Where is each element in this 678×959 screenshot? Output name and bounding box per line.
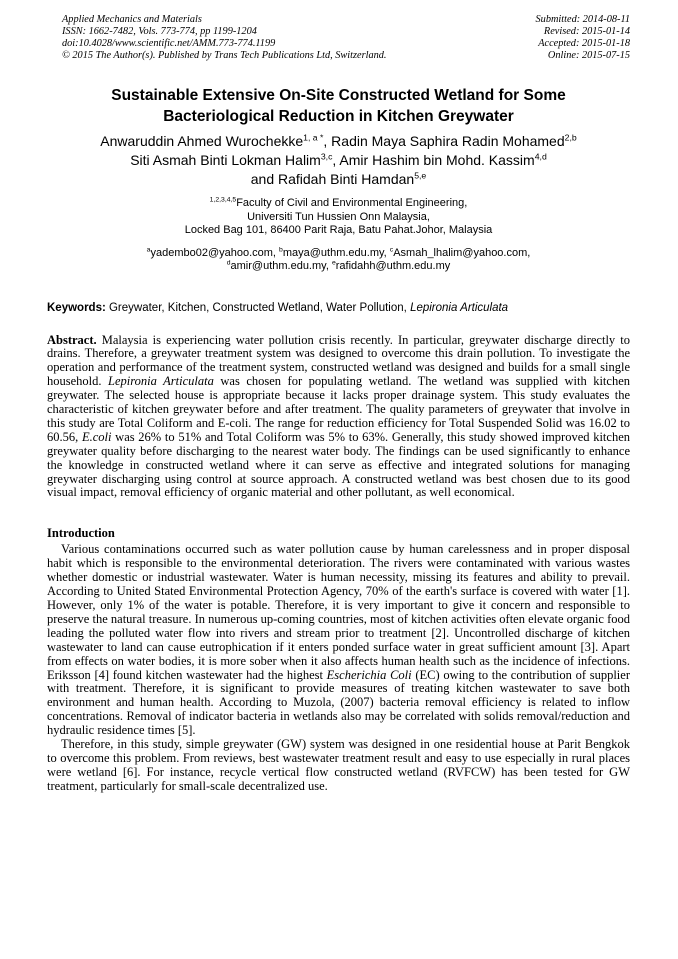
journal-info — [47, 14, 386, 62]
email-line-2: $^d$amir@uthm.edu.my, $^e$rafidahh@uthm.edu.my — [226, 259, 451, 272]
author-list — [47, 132, 630, 189]
submission-dates — [536, 14, 630, 62]
journal-issn-line: ISSN: 1662-7482, Vols. 773-774, pp 1199-1204 — [62, 26, 257, 37]
author-line-2: Siti Asmah Binti Lokman Halim$^{3,c}$, Amir Hashim bin Mohd. Kassim$^{4,d}$ — [130, 151, 547, 168]
journal-name: Applied Mechanics and Materials — [62, 14, 202, 25]
submitted-date: Submitted: 2014-08-11 — [535, 14, 630, 25]
introduction-paragraph-1: Various contaminations occurred such as water pollution cause by human carelessness and in proper disposal habit which is responsible to the environmental deterioration. The rivers were contaminated with various wastes whether domestic or industrial wastewater. Water is human necessity, missing its features and ability to prevail. According to United Stated Environmental Protection Agency, 70% of the earth's surface is covered with water [1]. However, only 1% of the water is potable. Therefore, it is very important to give it concern and responsible to preserve the natural treasure. In numerous up-coming countries, most of kitchen activities often elevate organic food leading the polluted water flow into rivers and stream prior to treatment [2]. Uncontrolled discharge of kitchen wastewater to land can cause eutrophication if it enters ponded surface water in great sufficient amount [3]. Apart from effects on water bodies, it is more sober when it also affects human health such as the incidence of infections. Eriksson [4] found kitchen wastewater had the highest Escherichia Coli (EC) owing to the contribution of supplier with treatment. Therefore, it is significant to provide measures of treating kitchen wastewater to save both environment and human health. According to Muzola, (2007) bacteria removal efficiency is related to inflow concentrations. Removal of indicator bacteria in wetlands also may be correlated with solids removal/reduction and hydraulic residence times [5]. — [47, 542, 630, 738]
keywords-line: Keywords: Greywater, Kitchen, Constructed Wetland, Water Pollution, Lepironia Articulata — [47, 301, 509, 314]
affiliation-line-3: Locked Bag 101, 86400 Parit Raja, Batu Pahat.Johor, Malaysia — [184, 224, 493, 236]
journal-copyright-line: © 2015 The Author(s). Published by Trans Tech Publications Ltd, Switzerland. — [62, 50, 387, 61]
journal-header — [47, 14, 630, 62]
author-line-3: and Rafidah Binti Hamdan$^{5,e}$ — [250, 170, 427, 187]
email-block — [47, 247, 630, 274]
author-line-1: Anwaruddin Ahmed Wurochekke$^{1, a *}$, Radin Maya Saphira Radin Mohamed$^{2,b}$ — [100, 132, 577, 149]
accepted-date: Accepted: 2015-01-18 — [538, 38, 630, 49]
abstract-paragraph: Abstract. Malaysia is experiencing water pollution crisis recently. In particular, greywater discharge directly to drains. Therefore, a greywater treatment system was designed to overcome this drain pollution. To investigate the operation and performance of the treatment system, constructed wetland was designed and builds for a small single household. Lepironia Articulata was chosen for populating wetland. The wetland was supplied with kitchen greywater. The selected house is appropriate because it lacks proper drainage system. This study evaluates the characteristic of kitchen greywater before and after treatment. The quality parameters of greywater that involve in this study are Total Coliform and E-coli. The range for reduction efficiency for Total Suspended Solid was 16.02 to 60.56, E.coli was 26% to 51% and Total Coliform was 5% to 63%. Generally, this study showed improved kitchen greywater quality before discharging to the nearest water body. The findings can be used significantly to enhance the knowledge in constructed wetland where it can serve as effective and integrated solutions for managing greywater discharging using control at source approach. A constructed wetland was best chosen due to its good visual impact, removal efficiency of organic material and other pollutant, as well economical. — [47, 332, 631, 500]
introduction-paragraph-2: Therefore, in this study, simple greywater (GW) system was designed in one residential house at Parit Bengkok to overcome this problem. From reviews, best wastewater treatment result and easy to use especially in rural places were wetland [6]. For instance, recycle vertical flow constructed wetland (RVFCW) has been tested for GW treatment, particularly for small-scale decentralized use. — [47, 737, 630, 793]
online-date: Online: 2015-07-15 — [547, 50, 630, 61]
affiliation-line-1: $^{1,2,3,4,5}$Faculty of Civil and Environmental Engineering, — [209, 196, 468, 209]
affiliation-block — [47, 197, 630, 238]
revised-date: Revised: 2015-01-14 — [543, 26, 630, 37]
section-heading-introduction: Introduction — [47, 526, 115, 541]
email-line-1: $^a$yadembo02@yahoo.com, $^b$maya@uthm.edu.my, $^c$Asmah_lhalim@yahoo.com, — [146, 245, 531, 259]
affiliation-line-2: Universiti Tun Hussien Onn Malaysia, — [247, 210, 430, 223]
journal-doi-line: doi:10.4028/www.scientific.net/AMM.773-774.1199 — [62, 38, 276, 49]
paper-title: Sustainable Extensive On-Site Constructed Wetland for Some Bacteriological Reduction in Kitchen Greywater — [111, 87, 566, 125]
